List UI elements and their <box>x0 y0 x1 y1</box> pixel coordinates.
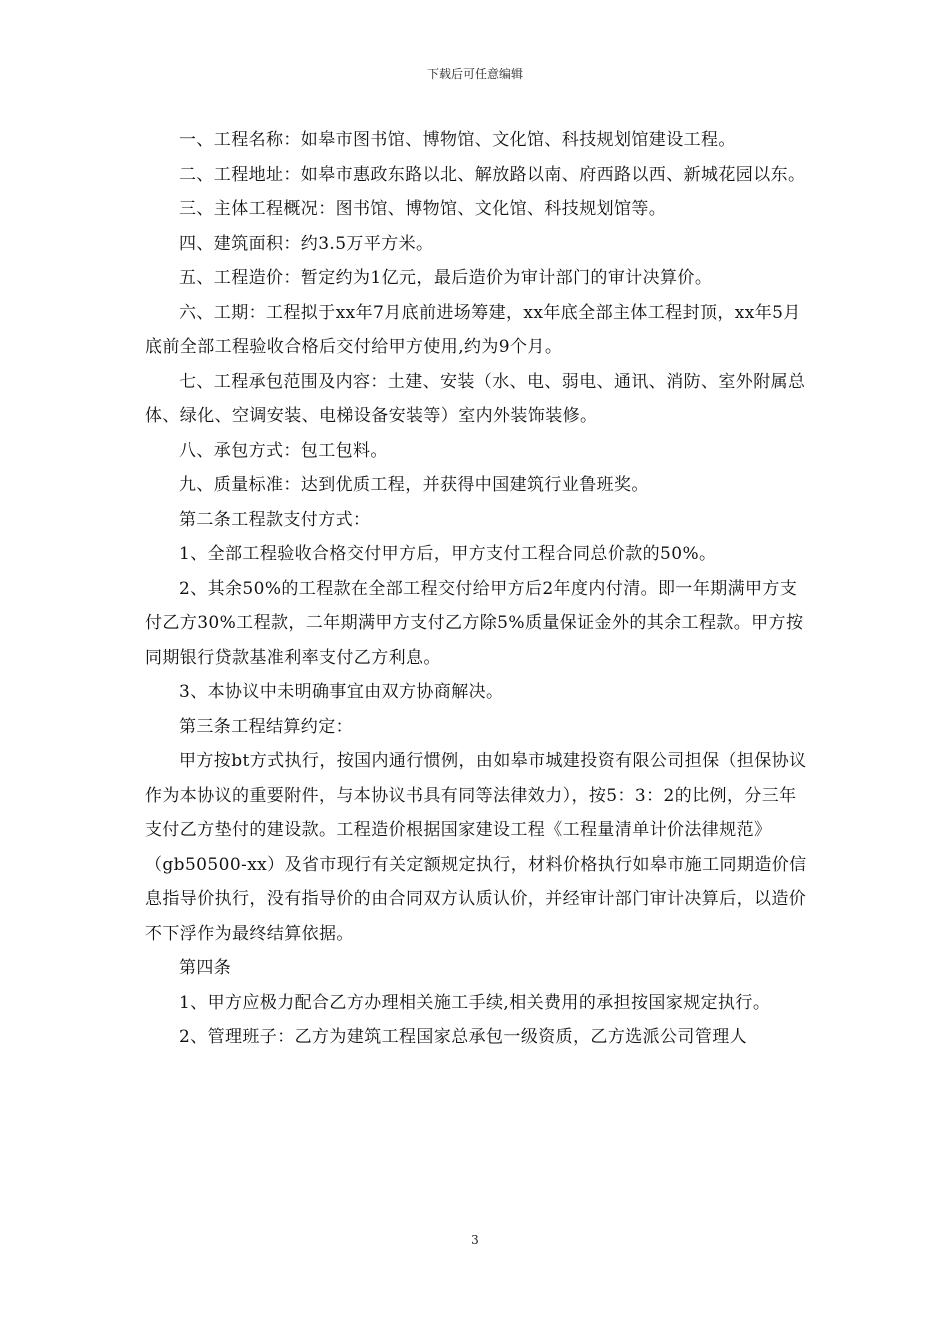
paragraph-quality-standard: 九、质量标准：达到优质工程，并获得中国建筑行业鲁班奖。 <box>179 475 649 495</box>
paragraph-project-overview: 三、主体工程概况：图书馆、博物馆、文化馆、科技规划馆等。 <box>179 199 667 219</box>
paragraph-settlement: 甲方按bt方式执行，按国内通行惯例，由如皋市城建投资有限公司担保（担保协议作为本协议的重要附件，与本协议书具有同等法律效力），按5：3：2的比例，分三年支付乙方垫付的建设款。工程造价根据国家建设工程《工程量清单计价法律规范》（gb50500-xx）及省市现行有关定额规定执行，材料价格执行如皋市施工同期造价信息指导价执行，没有指导价的由合同双方认质认价，并经审计部门审计决算后，以造价不下浮作为最终结算依据。 <box>145 751 807 944</box>
paragraph-payment-3: 3、本协议中未明确事宜由双方协商解决。 <box>179 682 504 702</box>
paragraph-project-name: 一、工程名称：如皋市图书馆、博物馆、文化馆、科技规划馆建设工程。 <box>179 130 736 150</box>
paragraph-contract-method: 八、承包方式：包工包料。 <box>179 440 388 461</box>
section-heading-article-4: 第四条 <box>179 958 232 978</box>
page-number: 3 <box>471 1233 479 1247</box>
page-header: 下载后可任意编辑 <box>426 67 523 81</box>
paragraph-payment-1: 1、全部工程验收合格交付甲方后，甲方支付工程合同总价款的50%。 <box>179 544 717 564</box>
section-heading-article-3: 第三条工程结算约定： <box>179 716 353 737</box>
paragraph-contract-scope: 七、工程承包范围及内容：土建、安装（水、电、弱电、通讯、消防、室外附属总体、绿化、空调安装、电梯设备安装等）室内外装饰装修。 <box>145 371 806 426</box>
paragraph-project-cost: 五、工程造价：暂定约为1亿元，最后造价为审计部门的审计决算价。 <box>179 268 713 288</box>
paragraph-project-address: 二、工程地址：如皋市惠政东路以北、解放路以南、府西路以西、新城花园以东。 <box>179 164 806 185</box>
document-body <box>145 123 809 1055</box>
paragraph-building-area: 四、建筑面积：约3.5万平方米。 <box>179 233 434 254</box>
section-heading-article-2: 第二条工程款支付方式： <box>179 509 371 530</box>
paragraph-article-4-item-1: 1、甲方应极力配合乙方办理相关施工手续,相关费用的承担按国家规定执行。 <box>179 992 771 1013</box>
paragraph-schedule: 六、工期：工程拟于xx年7月底前进场筹建，xx年底全部主体工程封顶，xx年5月底前全部工程验收合格后交付给甲方使用,约为9个月。 <box>145 302 801 357</box>
paragraph-article-4-item-2: 2、管理班子：乙方为建筑工程国家总承包一级资质，乙方选派公司管理人 <box>179 1027 748 1047</box>
paragraph-payment-2: 2、其余50%的工程款在全部工程交付给甲方后2年度内付清。即一年期满甲方支付乙方30%工程款，二年期满甲方支付乙方除5%质量保证金外的其余工程款。甲方按同期银行贷款基准利率支付乙方利息。 <box>145 578 804 668</box>
